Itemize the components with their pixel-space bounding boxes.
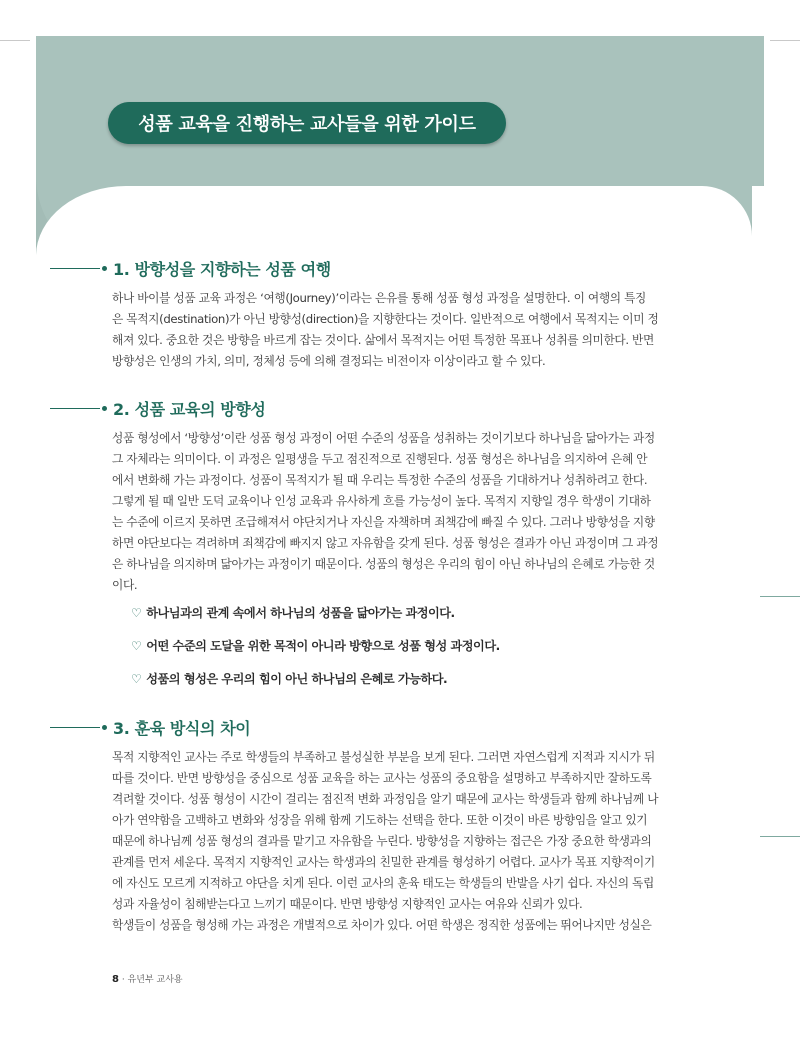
section-title: 3. 훈육 방식의 차이 xyxy=(113,718,251,738)
text-line: 그 자체라는 의미이다. 이 과정은 일평생을 두고 점진적으로 진행된다. 성품 형성은 하나님을 의지하여 은혜 안 xyxy=(112,452,648,466)
key-point-1 xyxy=(131,604,455,621)
text-line: 성품 형성에서 ‘방향성’이란 성품 형성 과정이 어떤 수준의 성품을 성취하는 것이기보다 하나님을 닮아가는 과정 xyxy=(112,431,655,445)
heading-dot xyxy=(102,725,107,730)
text-line: 이다. xyxy=(112,578,138,592)
heading-dot xyxy=(102,266,107,271)
side-tick-1 xyxy=(760,596,800,597)
text-line: 은 하나님을 의지하며 닮아가는 과정이기 때문이다. 성품의 형성은 우리의 힘이 아닌 하나님의 은혜로 가능한 것 xyxy=(112,557,655,571)
text-line: 에서 변화해 가는 과정이다. 성품이 목적지가 될 때 우리는 특정한 수준의 성품을 기대하거나 성취하려고 한다. xyxy=(112,473,648,487)
side-strip xyxy=(752,186,764,1059)
text-line: 격려할 것이다. 성품 형성이 시간이 걸리는 점진적 변화 과정임을 알기 때문에 교사는 학생들과 함께 하나님께 나 xyxy=(112,792,659,806)
side-tick-2 xyxy=(760,836,800,837)
heart-icon: ♡ xyxy=(131,605,142,620)
page-footer xyxy=(112,972,183,985)
section-3-body xyxy=(112,747,690,936)
text-line: 목적 지향적인 교사는 주로 학생들의 부족하고 불성실한 부분을 보게 된다. 그러면 자연스럽게 지적과 지시가 뒤 xyxy=(112,750,655,764)
page-title: 성품 교육을 진행하는 교사들을 위한 가이드 xyxy=(108,102,506,144)
key-point-text: 어떤 수준의 도달을 위한 목적이 아니라 방향으로 성품 형성 과정이다. xyxy=(146,639,500,653)
text-line: 는 수준에 이르지 못하면 조급해져서 야단치거나 자신을 자책하며 죄책감에 빠질 수 있다. 그러나 방향성을 지향 xyxy=(112,515,655,529)
heading-rule xyxy=(50,408,100,409)
text-line: 아가 연약함을 고백하고 변화와 성장을 위해 함께 기도하는 선택을 한다. 또한 이것이 바른 방향임을 알고 있기 xyxy=(112,813,648,827)
text-line: 에 자신도 모르게 지적하고 야단을 치게 된다. 이런 교사의 훈육 태도는 학생들의 반발을 사기 쉽다. 자신의 독립 xyxy=(112,876,654,890)
section-heading-1 xyxy=(50,256,331,280)
text-line: 해져 있다. 중요한 것은 방향을 바르게 잡는 것이다. 삶에서 목적지는 어떤 특정한 목표나 성취를 의미한다. 반면 xyxy=(112,333,654,347)
text-line: 관계를 먼저 세운다. 목적지 지향적인 교사는 학생과의 친밀한 관계를 형성하기 어렵다. 교사가 목표 지향적이기 xyxy=(112,855,655,869)
heart-icon: ♡ xyxy=(131,638,142,653)
section-2-body xyxy=(112,428,690,596)
key-point-text: 성품의 형성은 우리의 힘이 아닌 하나님의 은혜로 가능하다. xyxy=(146,672,448,686)
crop-mark-top-right xyxy=(770,40,800,41)
section-title: 1. 방향성을 지향하는 성품 여행 xyxy=(113,259,331,279)
section-1-body xyxy=(112,288,690,372)
text-line: 성과 자율성이 침해받는다고 느끼기 때문이다. 반면 방향성 지향적인 교사는 여유와 신뢰가 있다. xyxy=(112,897,583,911)
key-point-3 xyxy=(131,670,447,687)
text-line: 하나 바이블 성품 교육 과정은 ‘여행(Journey)’이라는 은유를 통해 성품 형성 과정을 설명한다. 이 여행의 특징 xyxy=(112,291,646,305)
section-title: 2. 성품 교육의 방향성 xyxy=(113,399,266,419)
text-line: 때문에 하나님께 성품 형성의 결과를 맡기고 자유함을 누린다. 방향성을 지향하는 접근은 가장 중요한 학생과의 xyxy=(112,834,652,848)
text-line: 은 목적지(destination)가 아닌 방향성(direction)을 지향한다는 것이다. 일반적으로 여행에서 목적지는 이미 정 xyxy=(112,312,659,326)
section-heading-3 xyxy=(50,715,250,739)
heading-rule xyxy=(50,268,100,269)
page-number: 8 xyxy=(112,974,119,985)
crop-mark-top-left xyxy=(0,40,30,41)
section-heading-2 xyxy=(50,396,265,420)
text-line: 그렇게 될 때 일반 도덕 교육이나 인성 교육과 유사하게 흐를 가능성이 높다. 목적지 지향일 경우 학생이 기대하 xyxy=(112,494,651,508)
footer-label: 유년부 교사용 xyxy=(127,975,183,985)
footer-separator: · xyxy=(118,975,128,985)
text-line: 하면 야단보다는 격려하며 죄책감에 빠지지 않고 자유함을 갖게 된다. 성품 형성은 결과가 아닌 과정이며 그 과정 xyxy=(112,536,659,550)
heading-rule xyxy=(50,727,100,728)
key-point-text: 하나님과의 관계 속에서 하나님의 성품을 닮아가는 과정이다. xyxy=(146,606,455,620)
text-line: 학생들이 성품을 형성해 가는 과정은 개별적으로 차이가 있다. 어떤 학생은 정직한 성품에는 뛰어나지만 성실은 xyxy=(112,918,652,932)
heart-icon: ♡ xyxy=(131,671,142,686)
heading-dot xyxy=(102,406,107,411)
text-line: 따를 것이다. 반면 방향성을 중심으로 성품 교육을 하는 교사는 성품의 중요함을 설명하고 부족하지만 잘하도록 xyxy=(112,771,652,785)
text-line: 방향성은 인생의 가치, 의미, 정체성 등에 의해 결정되는 비전이자 이상이라고 할 수 있다. xyxy=(112,354,546,368)
key-point-2 xyxy=(131,637,500,654)
